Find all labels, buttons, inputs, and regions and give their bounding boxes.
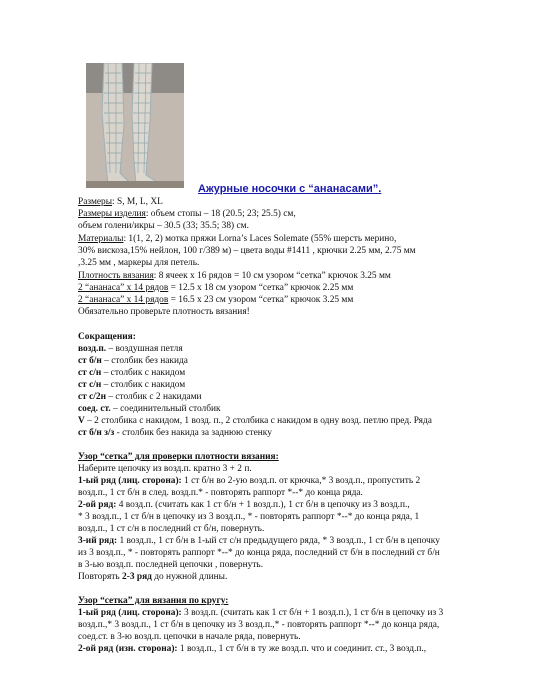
abbr-term: возд.п. (78, 344, 107, 354)
abbr-item (78, 403, 221, 415)
check-note: Обязательно проверьте плотность вязания! (78, 307, 250, 317)
gauge-value-3: = 16.5 х 23 см узором “сетка” крючок 3.25 мм (168, 295, 354, 305)
dims-label: Размеры изделия (78, 209, 146, 219)
abbr-item (78, 355, 188, 367)
materials-label: Материалы (78, 234, 124, 244)
section1-row1 (78, 475, 420, 487)
repeat-post: до нужной длины. (151, 572, 228, 582)
abbr-item (78, 379, 185, 391)
row-label: 1-ый ряд (лиц. сторона): (78, 476, 182, 486)
section1-row2-cont: * 3 возд.п., 1 ст б/н в цепочку из 3 возд.п., * - повторять раппорт *--* до конца ряда, 1 (78, 512, 420, 522)
row-text: 1 возд.п., 1 ст б/н в ту же возд.п. что и соединит. ст., 3 возд.п., (177, 644, 427, 654)
abbr-term: ст б/н (78, 356, 102, 366)
gauge-label-3: 2 “ананаса” х 14 рядов (78, 295, 169, 305)
section1-row1-cont: возд.п., 1 ст б/н в след. возд.п.* - повторять раппорт *--* до конца ряда. (78, 488, 363, 498)
row-text: 4 возд.п. (считать как 1 ст б/н + 1 возд.п.), 1 ст б/н в цепочку из 3 возд.п., (116, 500, 410, 510)
dims-line (78, 208, 296, 220)
section2-row2 (78, 643, 426, 655)
dims-value: : объем стопы – 18 (20.5; 23; 25.5) см, (145, 209, 296, 219)
abbr-def: – столбик без накида (101, 356, 188, 366)
sizes-value: : S, M, L, XL (112, 197, 163, 207)
abbr-def: – соединительный столбик (110, 404, 221, 414)
row-text: 1 возд.п., 1 ст б/н в 1-ый ст с/н предыдущего ряда, * 3 возд.п., 1 ст б/н в цепочку (117, 536, 440, 546)
dims-line-2: объем голени/икры – 30.5 (33; 35.5; 38) см. (78, 221, 249, 231)
abbr-heading: Сокращения: (78, 332, 136, 342)
materials-line (78, 233, 396, 245)
repeat-pre: Повторять (78, 572, 123, 582)
socks-illustration (86, 63, 184, 188)
abbr-def: – 2 столбика с накидом, 1 возд. п., 2 столбика с накидом в одну возд. петлю пред. Ряда (84, 416, 432, 426)
abbr-term: ст с/н (78, 380, 102, 390)
gauge-value-2: = 12.5 х 18 см узором “сетка” крючок 2.25 мм (168, 283, 354, 293)
socks-photo (86, 63, 184, 188)
abbr-term: ст б/н з/з (78, 428, 115, 438)
gauge-line-2 (78, 282, 353, 294)
section1-row3-cont2: в 3-ью возд.п. последней цепочки , повернуть. (78, 560, 264, 570)
row-label: 3-ий ряд: (78, 536, 118, 546)
materials-value: : 1(1, 2, 2) мотка пряжи Lorna’s Laces Solemate (55% шерсть мерино, (123, 234, 397, 244)
abbr-def: – столбик с 2 накидами (105, 392, 202, 402)
section2-row1-cont: возд.п.,* 3 возд.п., 1 ст б/н в цепочку из 3 возд.п.,* - повторять раппорт *--* до конца ряда, (78, 620, 440, 630)
sizes-line (78, 196, 163, 208)
gauge-label-2: 2 “ананаса” х 14 рядов (78, 283, 169, 293)
abbr-item (78, 391, 202, 403)
gauge-line-3 (78, 294, 353, 306)
section1-row2-cont2: возд.п., 1 ст с/н в последний ст б/н, повернуть. (78, 524, 265, 534)
abbr-term: соед. ст. (78, 404, 111, 414)
materials-line-3: ,3.25 мм , маркеры для петель. (78, 258, 200, 268)
row-label: 2-ой ряд: (78, 500, 117, 510)
section1-row3-cont: из 3 возд.п., * - повторять раппорт *--* до конца ряда, последний ст б/н в последний ст б/н (78, 548, 440, 558)
row-text: 3 возд.п. (считать как 1 ст б/н + 1 возд.п.), 1 ст б/н в цепочку из 3 (181, 608, 444, 618)
gauge-value: : 8 ячеек х 16 рядов = 10 см узором “сетка” крючок 3.25 мм (153, 271, 391, 281)
abbr-term: V (78, 416, 85, 426)
abbr-def: – воздушная петля (106, 344, 183, 354)
row-label: 1-ый ряд (лиц. сторона): (78, 608, 182, 618)
row-label: 2-ой ряд (изн. сторона): (78, 644, 178, 654)
page-title: Ажурные носочки с “ананасами”. (198, 183, 382, 195)
gauge-label: Плотность вязания (78, 271, 154, 281)
materials-line-2: 30% вискоза,15% нейлон, 100 г/389 м) – цвета воды #1411 , крючки 2.25 мм, 2.75 мм (78, 246, 416, 256)
repeat-bold: 2-3 ряд (122, 572, 152, 582)
section2-row1 (78, 607, 443, 619)
abbr-item (78, 343, 183, 355)
abbr-item (78, 415, 432, 427)
section1-row3 (78, 535, 440, 547)
section1-intro: Наберите цепочку из возд.п. кратно 3 + 2 п. (78, 464, 252, 474)
section1-row2 (78, 499, 410, 511)
abbr-item (78, 367, 185, 379)
sizes-label: Размеры (78, 197, 113, 207)
abbr-def: – столбик с накидом (101, 380, 186, 390)
abbr-item (78, 427, 272, 439)
abbr-term: ст с/н (78, 368, 102, 378)
abbr-def: – столбик с накидом (101, 368, 186, 378)
section2-heading: Узор “сетка” для вязания по кругу: (78, 596, 229, 606)
section2-row1-cont2: соед.ст. в 3-ю возд.п. цепочки в начале ряда, повернуть. (78, 632, 301, 642)
gauge-line (78, 270, 391, 282)
abbr-term: ст с/2н (78, 392, 106, 402)
abbr-def: - столбик без накида за заднюю стенку (114, 428, 272, 438)
row-text: 1 ст б/н во 2-ую возд.п. от крючка,* 3 возд.п., пропустить 2 (181, 476, 421, 486)
section1-heading: Узор “сетка” для проверки плотности вязания: (78, 452, 279, 462)
section1-repeat (78, 571, 227, 583)
